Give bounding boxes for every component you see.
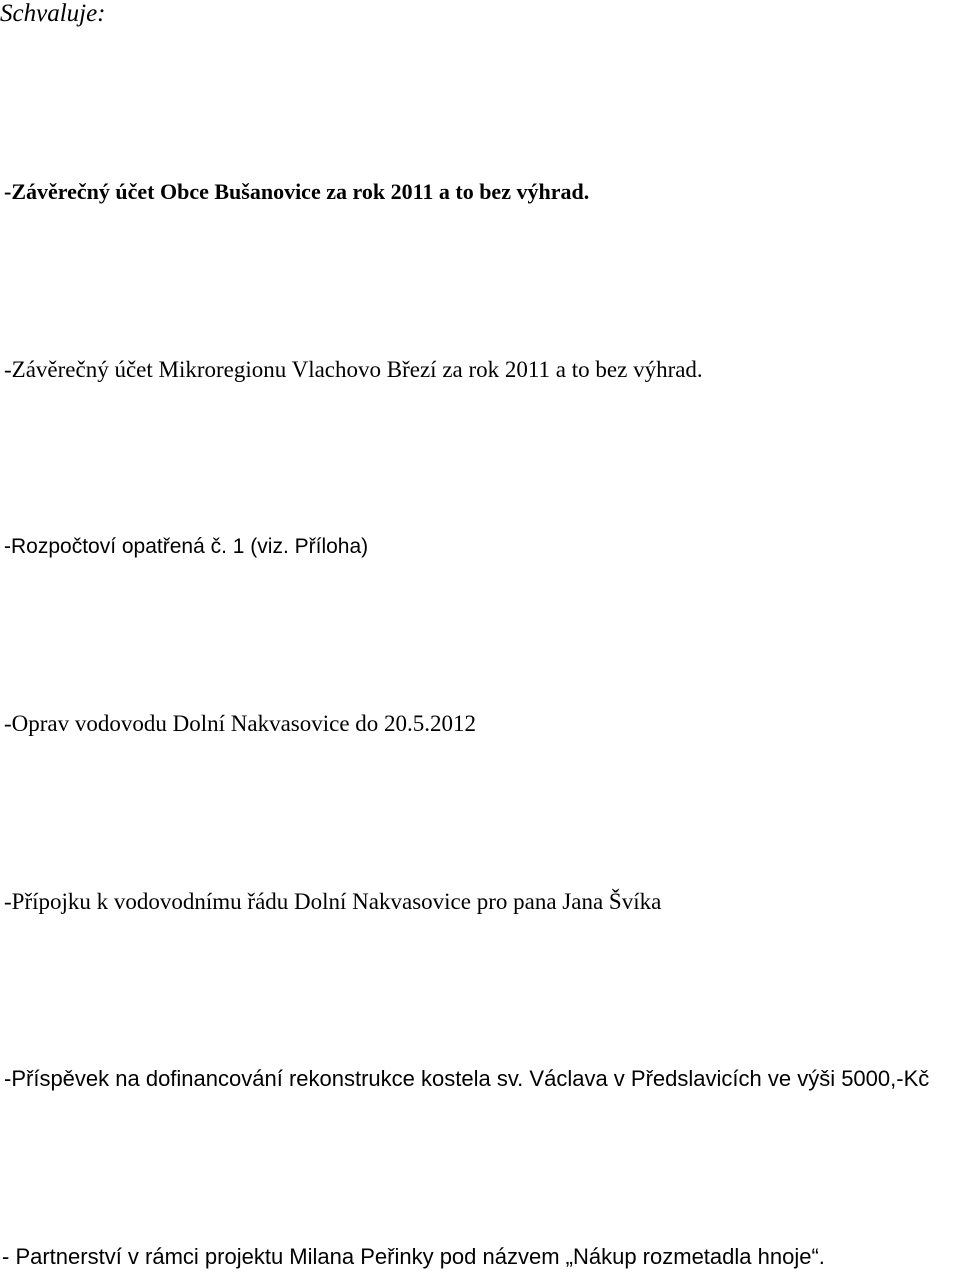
approval-item-partnership: - Partnerství v rámci projektu Milana Peřinky pod názvem „Nákup rozmetadla hnoje“. — [2, 1244, 825, 1269]
approval-item-church-contribution: -Příspěvek na dofinancování rekonstrukce kostela sv. Václava v Předslavicích ve výši 5000,-Kč — [4, 1066, 930, 1091]
approval-item-final-account-municipality: -Závěrečný účet Obce Bušanovice za rok 2011 a to bez výhrad. — [4, 179, 590, 204]
approval-item-budget-measure: -Rozpočtoví opatřená č. 1 (viz. Příloha) — [4, 535, 369, 558]
approval-item-water-repair: -Oprav vodovodu Dolní Nakvasovice do 20.5.2012 — [4, 711, 477, 736]
approval-item-final-account-microregion: -Závěrečný účet Mikroregionu Vlachovo Březí za rok 2011 a to bez výhrad. — [4, 357, 703, 382]
document-heading: Schvaluje: — [0, 0, 106, 27]
approval-item-water-connection: -Přípojku k vodovodnímu řádu Dolní Nakvasovice pro pana Jana Švíka — [4, 889, 662, 914]
